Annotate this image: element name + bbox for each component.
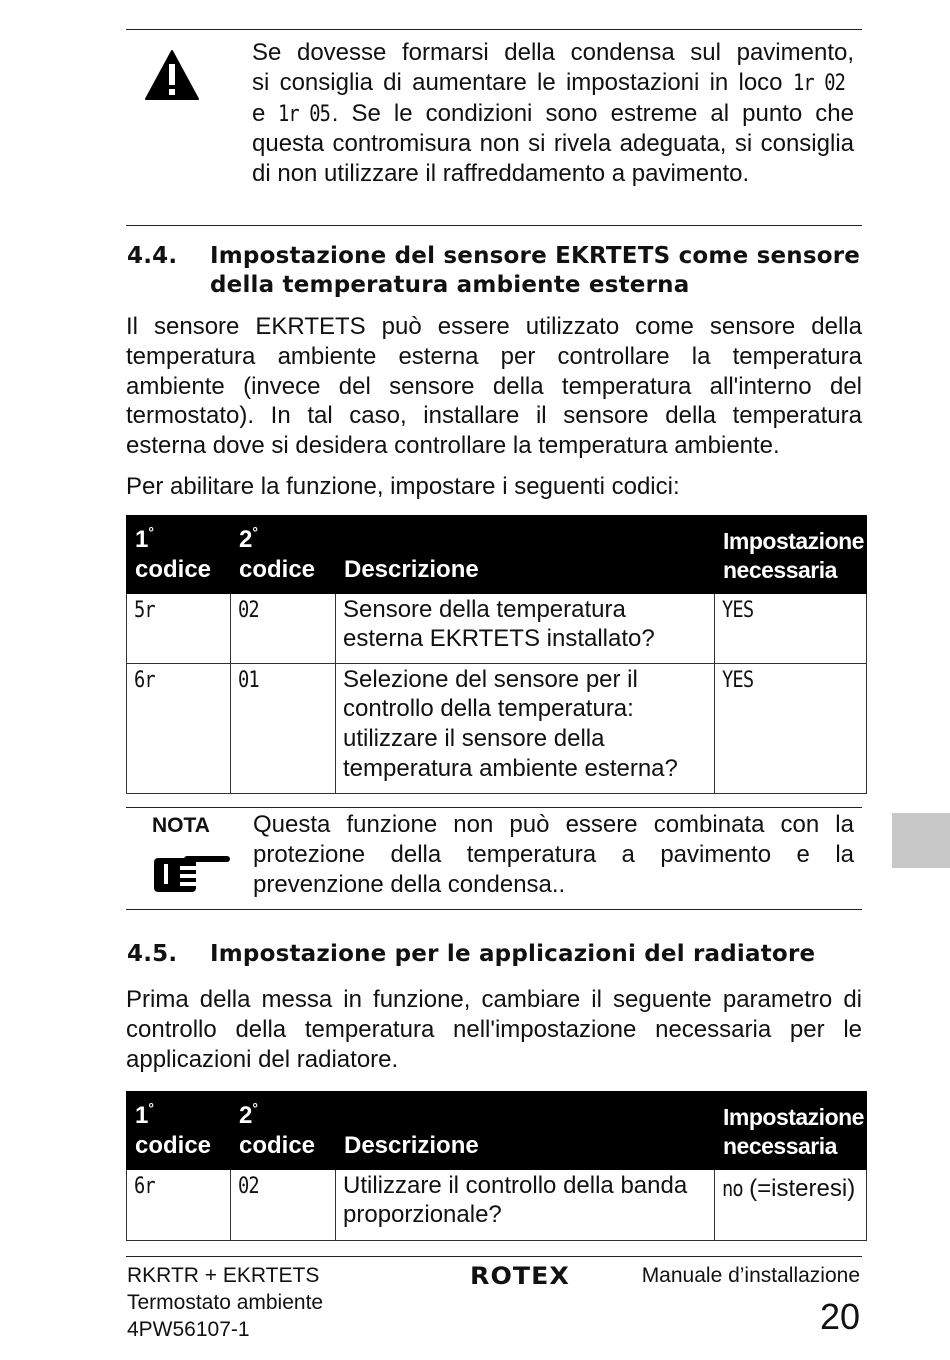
table-row: [127, 593, 867, 663]
section-4-4-intro: Per abilitare la funzione, impostare i seguenti codici:: [126, 473, 680, 500]
cell-description: Sensore della temperatura esterna EKRTETS installato?: [336, 593, 715, 663]
code-1-value: 6r: [134, 1173, 155, 1199]
warning-icon: [144, 49, 200, 101]
header-code-2-number: 2: [239, 1102, 253, 1129]
header-description: Descrizione: [336, 1092, 715, 1170]
header-code-1-label: codice: [135, 555, 212, 583]
nota-label: NOTA: [152, 814, 210, 837]
nota-text: Questa funzione non può essere combinata con la protezione della temperatura a pavimento e la prevenzione della condensa..: [253, 811, 854, 898]
header-code-2-number: 2: [239, 526, 253, 553]
header-required-setting: [715, 1092, 867, 1170]
code-2-value: 02: [238, 1173, 259, 1199]
section-4-4-title: Impostazione del sensore EKRTETS come sensore della temperatura ambiente esterna: [210, 243, 861, 298]
degree-sign: °: [148, 524, 154, 540]
header-code-1-label: codice: [135, 1131, 212, 1159]
warning-line-3: [252, 99, 854, 130]
codes-table-2: [126, 1091, 867, 1241]
header-code-2: [231, 516, 336, 594]
header-code-2-label: codice: [239, 1131, 316, 1159]
warning-line-2: [252, 68, 854, 99]
code-2-value: 02: [238, 597, 259, 623]
pointing-hand-icon: [154, 850, 232, 894]
table-header-row: [127, 516, 867, 594]
degree-sign: °: [148, 1100, 154, 1116]
header-description: Descrizione: [336, 516, 715, 594]
header-required-setting: [715, 516, 867, 594]
field-code-1r05: 1r 05: [278, 101, 331, 127]
header-required-line-1: Impostazione: [723, 527, 864, 554]
header-code-1-number: 1: [135, 526, 149, 553]
codes-table-1: [126, 515, 867, 794]
footer-rule: [126, 1256, 862, 1257]
cell-code-1: [127, 1169, 231, 1240]
warning-line-1: Se dovesse formarsi della condensa sul pavimento,: [252, 39, 854, 66]
cell-description: Utilizzare il controllo della banda proporzionale?: [336, 1169, 715, 1240]
code-2-value: 01: [238, 667, 259, 693]
code-1-value: 6r: [134, 667, 155, 693]
table-row: [127, 1169, 867, 1240]
section-4-5-number: 4.5.: [127, 941, 178, 967]
cell-code-1: [127, 663, 231, 793]
warning-text: [252, 38, 854, 189]
chapter-tab: [892, 813, 950, 868]
header-code-1: [127, 516, 231, 594]
footer-subtitle: Termostato ambiente: [127, 1291, 324, 1314]
section-4-4-body: Il sensore EKRTETS può essere utilizzato come sensore della temperatura ambiente esterna per controllare la temperatura ambiente (invece del sensore della temperatura all'interno del termostato). In tal caso, installare il sensore della temperatura esterna dove si desidera controllare la temperatura ambiente.: [126, 313, 862, 460]
table-row: [127, 663, 867, 793]
footer-manual: Manuale d’installazione: [641, 1264, 860, 1287]
header-required-line-2: necessaria: [723, 1132, 837, 1159]
code-1-value: 5r: [134, 597, 155, 623]
degree-sign: °: [252, 1100, 258, 1116]
footer-product: RKRTR + EKRTETS: [127, 1264, 320, 1287]
warning-line-3-prefix: e: [252, 99, 266, 127]
header-required-line-2: necessaria: [723, 556, 837, 583]
setting-value: no: [722, 1176, 743, 1202]
header-code-1: [127, 1092, 231, 1170]
cell-code-2: [231, 1169, 336, 1240]
page-number: 20: [819, 1296, 860, 1337]
cell-required-setting: [715, 663, 867, 793]
header-code-1-number: 1: [135, 1102, 149, 1129]
footer-code: 4PW56107-1: [127, 1318, 250, 1341]
nota-bottom-rule: [126, 909, 862, 910]
header-required-line-1: Impostazione: [723, 1103, 864, 1130]
warning-rest: questa contromisura non si rivela adeguata, si consiglia di non utilizzare il raffreddamento a pavimento.: [252, 130, 854, 188]
cell-required-setting: [715, 593, 867, 663]
cell-code-2: [231, 663, 336, 793]
footer-left: [127, 1262, 323, 1343]
rotex-logo: ROTEX: [470, 1262, 570, 1290]
section-4-5-title: Impostazione per le applicazioni del radiatore: [210, 941, 816, 967]
degree-sign: °: [252, 524, 258, 540]
top-rule: [126, 29, 862, 30]
cell-code-2: [231, 593, 336, 663]
warning-line-3-text: . Se le condizioni sono estreme al punto che: [331, 99, 855, 127]
cell-code-1: [127, 593, 231, 663]
cell-required-setting: [715, 1169, 867, 1240]
warning-line-2-text: si consiglia di aumentare le impostazioni in loco: [252, 68, 783, 96]
header-code-2: [231, 1092, 336, 1170]
field-code-1r02: 1r 02: [792, 70, 845, 96]
section-4-4-heading: [127, 242, 867, 302]
setting-value-note: (=isteresi): [749, 1174, 856, 1202]
section-4-5-body: Prima della messa in funzione, cambiare il seguente parametro di controllo della temperatura nell'impostazione necessaria per le applicazioni del radiatore.: [126, 986, 862, 1073]
section-4-4-number: 4.4.: [127, 243, 178, 269]
table-header-row: [127, 1092, 867, 1170]
header-code-2-label: codice: [239, 555, 316, 583]
setting-value: YES: [722, 667, 754, 693]
nota-top-rule: [126, 807, 862, 808]
warning-bottom-rule: [126, 225, 862, 226]
section-4-5-heading: [127, 940, 867, 970]
cell-description: Selezione del sensore per il controllo della temperatura: utilizzare il sensore della temperatura ambiente esterna?: [336, 663, 715, 793]
setting-value: YES: [722, 597, 754, 623]
